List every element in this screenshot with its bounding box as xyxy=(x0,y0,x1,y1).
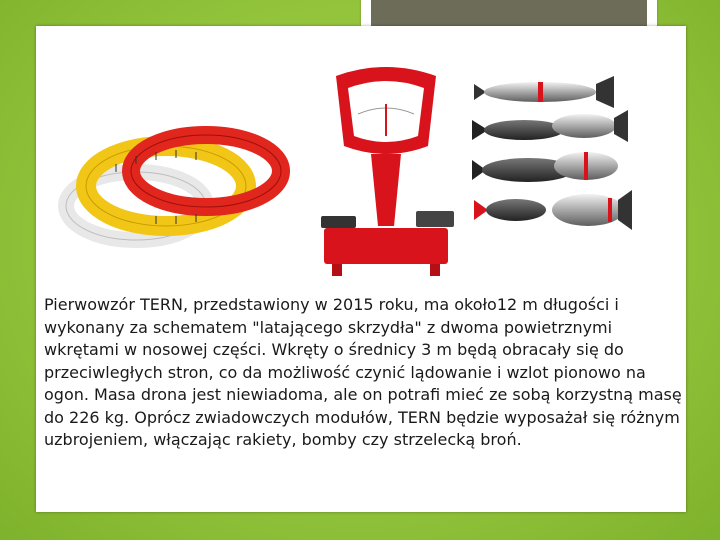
bombs-icon xyxy=(468,74,636,246)
image-row xyxy=(36,26,686,276)
body-paragraph: Pierwowzór TERN, przedstawiony w 2015 roku, ma około12 m długości i wykonany za schematem "latającego skrzydła" z dwoma powietrznymi wkrętami w nosowej części. Wkręty o średnicy 3 m będą obracały się do przeciwległych stron, co da możliwość czynić lądowanie i wzlot pionowo na ogon. Masa drona jest niewiadoma, ale on potrafi mieć ze sobą korzystną masę do 226 kg. Oprócz zwiadowczych modułów, TERN będzie wyposażał się różnym uzbrojeniem, włączając rakiety, bomby czy strzelecką broń. xyxy=(44,295,682,449)
measuring-tape-icon xyxy=(56,116,306,256)
content-card xyxy=(36,26,686,512)
red-scale-icon xyxy=(316,66,456,286)
